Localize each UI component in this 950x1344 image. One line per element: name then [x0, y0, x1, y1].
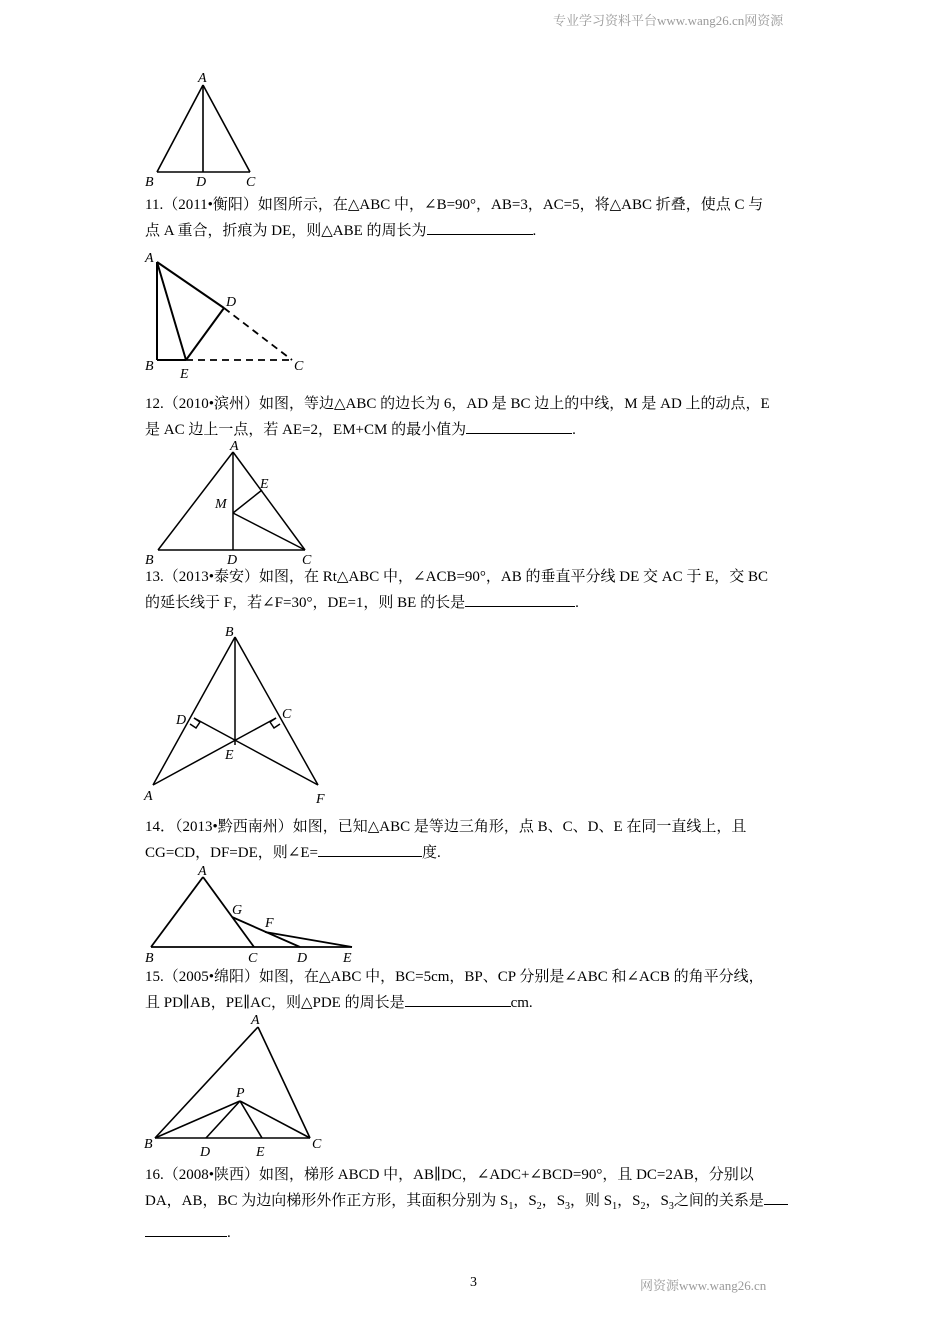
fig11-label-b: B: [145, 359, 154, 374]
fig12-label-c: C: [302, 553, 312, 568]
q16-sub-s3: 3: [565, 1201, 571, 1212]
q16-sub-s1: 1: [508, 1201, 514, 1212]
q11-line1: 11.（2011•衡阳）如图所示，在△ABC 中，∠B=90°，AB=3，AC=5，将△ABC 折叠，使点 C 与: [145, 197, 764, 213]
fig11-label-a: A: [145, 251, 154, 266]
fig15-label-d: D: [200, 1145, 211, 1160]
q16-sub-t1: 1: [612, 1201, 618, 1212]
q13-line2a: 的延长线于 F，若∠F=30°，DE=1，则 BE 的长是: [145, 595, 466, 611]
q16-sub-t2: 2: [640, 1201, 646, 1212]
q12-line2b: .: [572, 422, 576, 438]
page-footer-site: 网资源www.wang26.cn: [640, 1278, 767, 1293]
fig12-label-e: E: [260, 477, 269, 492]
fig15-label-b: B: [144, 1137, 153, 1152]
q15-line1: 15.（2005•绵阳）如图，在△ABC 中，BC=5cm，BP、CP 分别是∠ABC 和∠ACB 的角平分线，: [145, 969, 764, 985]
fig13-label-b: B: [225, 625, 234, 640]
q16-sep2: ，S: [541, 1193, 566, 1209]
fig12-label-b: B: [145, 553, 154, 568]
q14-line1: 14．（2013•黔西南州）如图，已知△ABC 是等边三角形，点 B、C、D、E 在同一直线上，且: [145, 819, 747, 835]
fig15-label-c: C: [312, 1137, 322, 1152]
q16-answer-blank-start[interactable]: [764, 1190, 788, 1205]
q16-sub-t3: 3: [668, 1201, 674, 1212]
fig10-label-b: B: [145, 175, 154, 190]
q13-line2b: .: [575, 595, 579, 611]
fig15-label-e: E: [256, 1145, 265, 1160]
fig10-label-d: D: [196, 175, 207, 190]
fig13-label-e: E: [225, 748, 234, 763]
q16-line3: .: [227, 1225, 231, 1241]
q11-line2a: 点 A 重合，折痕为 DE，则△ABE 的周长为: [145, 223, 427, 239]
fig14-label-g: G: [232, 903, 243, 918]
q16-line2a: DA，AB，BC 为边向梯形外作正方形，其面积分别为 S: [145, 1193, 509, 1209]
fig13-label-a: A: [144, 789, 153, 804]
q16-sep3: ，S: [617, 1193, 641, 1209]
fig14-label-e: E: [343, 951, 352, 966]
question-16: [145, 1162, 810, 1246]
fig10-label-a: A: [198, 71, 207, 86]
fig12-label-d: D: [227, 553, 238, 568]
q16-sep1: ，S: [513, 1193, 537, 1209]
fig10-label-c: C: [246, 175, 256, 190]
q16-sub-s2: 2: [536, 1201, 542, 1212]
q16-line2b: 之间的关系是: [673, 1193, 764, 1209]
fig11-label-c: C: [294, 359, 304, 374]
q12-line1: 12.（2010•滨州）如图，等边△ABC 的边长为 6，AD 是 BC 边上的中线，M 是 AD 上的动点，E: [145, 396, 770, 412]
fig15-label-a: A: [251, 1013, 260, 1028]
q16-line1: 16.（2008•陕西）如图，梯形 ABCD 中，AB∥DC，∠ADC+∠BCD=90°，且 DC=2AB，分别以: [145, 1167, 754, 1183]
fig12-label-a: A: [230, 439, 239, 454]
q13-line1: 13.（2013•泰安）如图，在 Rt△ABC 中，∠ACB=90°，AB 的垂直平分线 DE 交 AC 于 E，交 BC: [145, 569, 769, 585]
fig14-label-b: B: [145, 951, 154, 966]
page-header: 专业学习资料平台www.wang26.cn网资源: [553, 13, 784, 28]
q15-line2a: 且 PD∥AB，PE∥AC，则△PDE 的周长是: [145, 995, 405, 1011]
q14-line2b: 度.: [421, 845, 441, 861]
fig11-label-e: E: [180, 367, 189, 382]
q11-line2b: .: [532, 223, 537, 239]
q16-answer-blank-end[interactable]: [145, 1222, 227, 1237]
fig13-label-d: D: [176, 713, 187, 728]
q14-line2a: CG=CD，DF=DE，则∠E=: [145, 845, 318, 861]
fig14-label-f: F: [265, 916, 274, 931]
q15-line2b: cm.: [510, 995, 533, 1011]
fig14-label-a: A: [198, 864, 207, 879]
fig11-label-d: D: [226, 295, 237, 310]
page-number: 3: [470, 1275, 477, 1290]
fig14-label-d: D: [297, 951, 308, 966]
fig13-label-c: C: [282, 707, 292, 722]
fig13-label-f: F: [316, 792, 325, 807]
q16-sep4: ，S: [645, 1193, 669, 1209]
q16-mid: ，则 S: [570, 1193, 613, 1209]
fig12-label-m: M: [215, 497, 227, 512]
q12-line2a: 是 AC 边上一点，若 AE=2，EM+CM 的最小值为: [145, 422, 467, 438]
fig14-label-c: C: [248, 951, 258, 966]
fig15-label-p: P: [236, 1086, 245, 1101]
